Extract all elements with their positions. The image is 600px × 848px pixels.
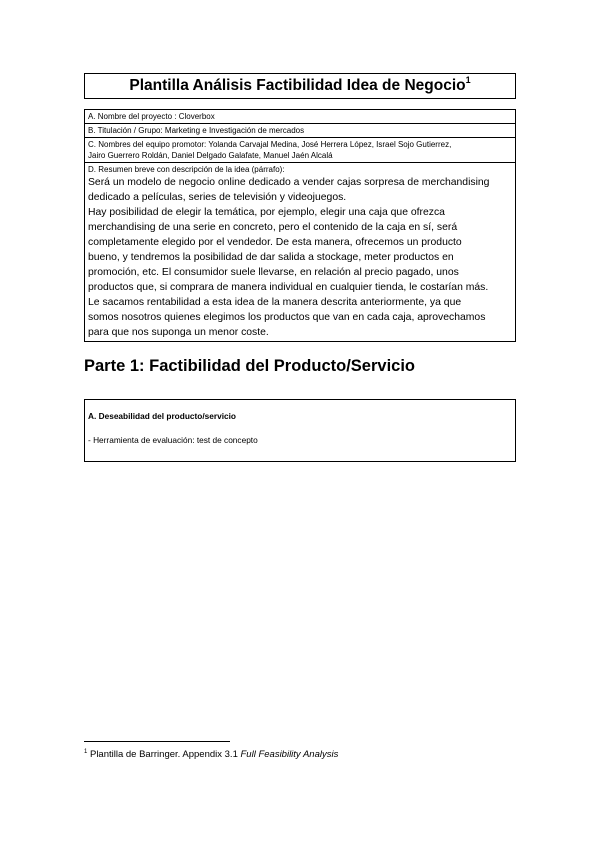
summary-line: dedicado a películas, series de televisión y videojuegos. (88, 192, 347, 203)
summary-line: para que nos suponga un menor coste. (88, 327, 269, 338)
degree-group-cell: B. Titulación / Grupo: Marketing e Investigación de mercados (85, 124, 516, 138)
team-line: C. Nombres del equipo promotor: Yolanda Carvajal Medina, José Herrera López, Israel Sojo Gutierrez, (88, 140, 452, 149)
footnote-separator (84, 741, 230, 742)
table-row (85, 138, 516, 163)
footnote-italic-text: Full Feasibility Analysis (240, 749, 339, 761)
document-title-text: Plantilla Análisis Factibilidad Idea de Negocio (129, 77, 466, 94)
team-line: Jairo Guerrero Roldán, Daniel Delgado Galafate, Manuel Jaén Alcalá (88, 151, 333, 160)
summary-line: completamente elegido por el vendedor. De esta manera, ofrecemos un producto (88, 237, 462, 248)
summary-cell (85, 163, 516, 342)
desirability-box (84, 399, 516, 462)
summary-line: productos que, si comprara de manera individual en cualquier tienda, le costarían más. (88, 282, 489, 293)
project-name-cell: A. Nombre del proyecto : Cloverbox (85, 110, 516, 124)
desirability-title: A. Deseabilidad del producto/servicio (88, 411, 236, 421)
summary-line: Hay posibilidad de elegir la temática, por ejemplo, elegir una caja que ofrezca (88, 207, 445, 218)
footnote-text: Plantilla de Barringer. Appendix 3.1 (87, 749, 241, 761)
footnote (84, 749, 338, 760)
table-row (85, 110, 516, 124)
summary-text (88, 175, 512, 340)
summary-line: somos nosotros quienes elegimos los productos que van en cada caja, aprovechamos (88, 312, 486, 323)
part1-heading: Parte 1: Factibilidad del Producto/Servicio (84, 357, 415, 375)
summary-line: Le sacamos rentabilidad a esta idea de la manera descrita anteriormente, ya que (88, 297, 462, 308)
summary-line: promoción, etc. El consumidor suele llevarse, en relación al precio pagado, unos (88, 267, 459, 278)
summary-line: merchandising de una serie en concreto, pero el contenido de la caja en sí, será (88, 222, 458, 233)
summary-line: Será un modelo de negocio online dedicado a vender cajas sorpresa de merchandising (88, 177, 490, 188)
evaluation-tool: - Herramienta de evaluación: test de concepto (88, 435, 258, 445)
project-info-table (84, 109, 516, 342)
title-footnote-mark: 1 (465, 74, 471, 85)
summary-label: D. Resumen breve con descripción de la idea (párrafo): (88, 165, 285, 174)
table-row (85, 124, 516, 138)
footnote-mark: 1 (84, 749, 88, 755)
summary-line: bueno, y tendremos la posibilidad de dar salida a stockage, meter productos en (88, 252, 454, 263)
team-members-cell (85, 138, 516, 163)
document-title (84, 73, 516, 99)
table-row (85, 163, 516, 342)
